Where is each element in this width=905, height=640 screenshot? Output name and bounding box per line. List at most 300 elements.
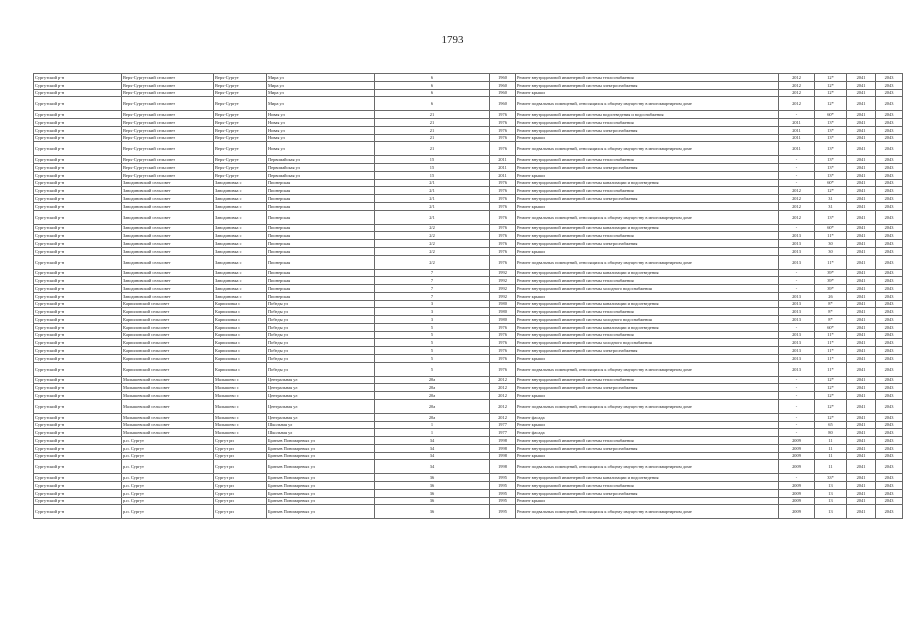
cell-district: Сургутский р-н: [34, 392, 122, 400]
cell-plan-start: 2041: [847, 89, 876, 97]
cell-plan-start: 2041: [847, 74, 876, 82]
cell-street: Центральная ул: [267, 399, 375, 413]
cell-plan-end: 2043: [876, 81, 903, 89]
cell-plan-start: 2041: [847, 392, 876, 400]
cell-year: 1992: [490, 285, 516, 293]
cell-street: Братьев Пономаревых ул: [267, 460, 375, 474]
cell-plan-end: 2043: [876, 210, 903, 224]
cell-plan-end: 2043: [876, 142, 903, 156]
cell-year: 1995: [490, 474, 516, 482]
cell-work-type: Ремонт фасада: [516, 413, 779, 421]
cell-wear: 60*: [815, 179, 847, 187]
cell-work-type: Ремонт внутридомовой инженерной системы холодного водоснабжения: [516, 316, 779, 324]
cell-work-type: Ремонт подвальных помещений, относящихся к общему имуществу в многоквартирном доме: [516, 97, 779, 111]
cell-wear: 13*: [815, 142, 847, 156]
cell-wear: 11: [815, 437, 847, 445]
cell-work-type: Ремонт внутридомовой инженерной системы электроснабжения: [516, 81, 779, 89]
cell-district: Сургутский р-н: [34, 292, 122, 300]
cell-last-repair-year: 2013: [779, 232, 815, 240]
table-row: [34, 452, 903, 460]
cell-wear: 39*: [815, 277, 847, 285]
cell-street: Победы ул: [267, 316, 375, 324]
table-row: [34, 202, 903, 210]
cell-locality: Заводиновка с: [214, 247, 267, 255]
cell-district: Сургутский р-н: [34, 489, 122, 497]
repair-schedule-table: [33, 73, 903, 519]
cell-last-repair-year: -: [779, 421, 815, 429]
cell-settlement: Малышевский сельсовет: [122, 384, 214, 392]
cell-settlement: Заводиновский сельсовет: [122, 269, 214, 277]
cell-house-number: 36: [375, 489, 490, 497]
cell-wear: 13*: [815, 126, 847, 134]
page-number: 1793: [441, 34, 464, 46]
cell-locality: Карпиловка с: [214, 339, 267, 347]
cell-street: Новая ул: [267, 111, 375, 119]
cell-work-type: Ремонт внутридомовой инженерной системы теплоснабжения: [516, 232, 779, 240]
cell-work-type: Ремонт внутридомовой инженерной системы канализации и водоотведения: [516, 300, 779, 308]
cell-plan-start: 2041: [847, 292, 876, 300]
cell-year: 1976: [490, 224, 516, 232]
cell-locality: Малышево с: [214, 429, 267, 437]
cell-year: 1976: [490, 202, 516, 210]
cell-year: 1960: [490, 74, 516, 82]
cell-plan-end: 2043: [876, 474, 903, 482]
cell-street: Победы ул: [267, 339, 375, 347]
cell-plan-end: 2043: [876, 240, 903, 248]
table-row: [34, 460, 903, 474]
cell-locality: Сургут рп: [214, 474, 267, 482]
cell-plan-end: 2043: [876, 134, 903, 142]
cell-settlement: Заводиновский сельсовет: [122, 202, 214, 210]
table-row: [34, 142, 903, 156]
cell-wear: 11: [815, 444, 847, 452]
cell-work-type: Ремонт внутридомовой инженерной системы теплоснабжения: [516, 331, 779, 339]
cell-work-type: Ремонт крыши: [516, 202, 779, 210]
cell-plan-end: 2043: [876, 195, 903, 203]
cell-district: Сургутский р-н: [34, 126, 122, 134]
cell-locality: Заводиновка с: [214, 240, 267, 248]
cell-district: Сургутский р-н: [34, 300, 122, 308]
cell-wear: 12*: [815, 392, 847, 400]
cell-locality: Сургут рп: [214, 452, 267, 460]
cell-street: Первомайская ул: [267, 164, 375, 172]
cell-district: Сургутский р-н: [34, 347, 122, 355]
table-row: [34, 474, 903, 482]
cell-settlement: Верх-Сургутский сельсовет: [122, 164, 214, 172]
cell-year: 2012: [490, 376, 516, 384]
cell-locality: Сургут рп: [214, 482, 267, 490]
cell-house-number: 34: [375, 437, 490, 445]
cell-house-number: 6: [375, 97, 490, 111]
cell-house-number: 3: [375, 316, 490, 324]
cell-wear: 33*: [815, 474, 847, 482]
table-row: [34, 308, 903, 316]
cell-last-repair-year: 2009: [779, 444, 815, 452]
cell-locality: Карпиловка с: [214, 316, 267, 324]
cell-house-number: 7: [375, 285, 490, 293]
table-row: [34, 126, 903, 134]
cell-district: Сургутский р-н: [34, 376, 122, 384]
cell-plan-end: 2043: [876, 232, 903, 240]
cell-work-type: Ремонт внутридомовой инженерной системы водоотведения и водоснабжения: [516, 111, 779, 119]
cell-house-number: 36: [375, 474, 490, 482]
cell-wear: 60*: [815, 111, 847, 119]
cell-settlement: Заводиновский сельсовет: [122, 179, 214, 187]
cell-year: 1976: [490, 354, 516, 362]
cell-wear: 13*: [815, 171, 847, 179]
table-row: [34, 497, 903, 505]
table-row: [34, 277, 903, 285]
cell-house-number: 6: [375, 74, 490, 82]
cell-work-type: Ремонт подвальных помещений, относящихся к общему имуществу в многоквартирном доме: [516, 460, 779, 474]
cell-wear: 8*: [815, 300, 847, 308]
cell-house-number: 20а: [375, 413, 490, 421]
cell-year: 1976: [490, 362, 516, 376]
cell-street: Мира ул: [267, 74, 375, 82]
cell-locality: Малышево с: [214, 376, 267, 384]
cell-locality: Малышево с: [214, 421, 267, 429]
cell-wear: 11*: [815, 331, 847, 339]
cell-locality: Заводиновка с: [214, 202, 267, 210]
cell-house-number: 2/2: [375, 247, 490, 255]
cell-street: Центральная ул: [267, 413, 375, 421]
cell-wear: 13: [815, 489, 847, 497]
cell-street: Центральная ул: [267, 392, 375, 400]
cell-plan-start: 2041: [847, 119, 876, 127]
cell-year: 1977: [490, 429, 516, 437]
cell-plan-end: 2043: [876, 437, 903, 445]
cell-house-number: 20а: [375, 384, 490, 392]
table-row: [34, 164, 903, 172]
cell-plan-start: 2041: [847, 444, 876, 452]
cell-work-type: Ремонт подвальных помещений, относящихся к общему имуществу в многоквартирном доме: [516, 505, 779, 519]
cell-year: 1998: [490, 460, 516, 474]
cell-house-number: 2/1: [375, 195, 490, 203]
cell-plan-end: 2043: [876, 164, 903, 172]
cell-district: Сургутский р-н: [34, 134, 122, 142]
cell-street: Центральная ул: [267, 384, 375, 392]
cell-house-number: 5: [375, 331, 490, 339]
cell-district: Сургутский р-н: [34, 81, 122, 89]
cell-house-number: 5: [375, 347, 490, 355]
cell-year: 1992: [490, 292, 516, 300]
cell-settlement: Карпиловский сельсовет: [122, 300, 214, 308]
cell-plan-start: 2041: [847, 134, 876, 142]
cell-district: Сургутский р-н: [34, 202, 122, 210]
cell-locality: Заводиновка с: [214, 210, 267, 224]
table-row: [34, 323, 903, 331]
cell-district: Сургутский р-н: [34, 164, 122, 172]
cell-plan-start: 2041: [847, 255, 876, 269]
cell-plan-start: 2041: [847, 232, 876, 240]
cell-wear: 11*: [815, 255, 847, 269]
cell-district: Сургутский р-н: [34, 97, 122, 111]
table-row: [34, 444, 903, 452]
cell-locality: Малышево с: [214, 413, 267, 421]
cell-work-type: Ремонт крыши: [516, 421, 779, 429]
cell-locality: Карпиловка с: [214, 362, 267, 376]
cell-year: 1980: [490, 316, 516, 324]
cell-work-type: Ремонт фасада: [516, 429, 779, 437]
cell-wear: 13*: [815, 156, 847, 164]
cell-locality: Малышево с: [214, 392, 267, 400]
cell-work-type: Ремонт крыши: [516, 292, 779, 300]
cell-settlement: Верх-Сургутский сельсовет: [122, 74, 214, 82]
cell-district: Сургутский р-н: [34, 119, 122, 127]
cell-district: Сургутский р-н: [34, 171, 122, 179]
cell-house-number: 15: [375, 156, 490, 164]
cell-locality: Карпиловка с: [214, 347, 267, 355]
cell-wear: 13: [815, 505, 847, 519]
cell-plan-end: 2043: [876, 444, 903, 452]
cell-settlement: р.п. Сургут: [122, 474, 214, 482]
cell-street: Пионерская: [267, 210, 375, 224]
cell-house-number: 3: [375, 300, 490, 308]
cell-district: Сургутский р-н: [34, 339, 122, 347]
cell-street: Победы ул: [267, 331, 375, 339]
cell-street: Пионерская: [267, 202, 375, 210]
cell-settlement: Верх-Сургутский сельсовет: [122, 134, 214, 142]
cell-plan-end: 2043: [876, 399, 903, 413]
table-row: [34, 97, 903, 111]
cell-settlement: Заводиновский сельсовет: [122, 292, 214, 300]
cell-locality: Заводиновка с: [214, 224, 267, 232]
table-row: [34, 413, 903, 421]
table-row: [34, 224, 903, 232]
cell-district: Сургутский р-н: [34, 195, 122, 203]
cell-work-type: Ремонт крыши: [516, 452, 779, 460]
cell-settlement: Заводиновский сельсовет: [122, 255, 214, 269]
table-row: [34, 195, 903, 203]
cell-plan-start: 2041: [847, 81, 876, 89]
cell-district: Сургутский р-н: [34, 413, 122, 421]
cell-plan-end: 2043: [876, 156, 903, 164]
cell-street: Школьная ул: [267, 421, 375, 429]
cell-wear: 65: [815, 421, 847, 429]
cell-street: Пионерская: [267, 179, 375, 187]
cell-plan-start: 2041: [847, 97, 876, 111]
cell-year: 1976: [490, 323, 516, 331]
cell-district: Сургутский р-н: [34, 111, 122, 119]
cell-last-repair-year: -: [779, 323, 815, 331]
cell-plan-start: 2041: [847, 210, 876, 224]
cell-wear: 11: [815, 452, 847, 460]
cell-year: 2012: [490, 384, 516, 392]
cell-plan-end: 2043: [876, 171, 903, 179]
table-row: [34, 331, 903, 339]
cell-year: 1976: [490, 331, 516, 339]
cell-last-repair-year: 2013: [779, 255, 815, 269]
cell-locality: Верх-Сургут: [214, 134, 267, 142]
cell-locality: Сургут рп: [214, 444, 267, 452]
cell-locality: Верх-Сургут: [214, 119, 267, 127]
cell-plan-start: 2041: [847, 187, 876, 195]
cell-wear: 60*: [815, 224, 847, 232]
table-row: [34, 421, 903, 429]
cell-street: Победы ул: [267, 323, 375, 331]
cell-year: 2011: [490, 156, 516, 164]
cell-house-number: 2/2: [375, 240, 490, 248]
cell-district: Сургутский р-н: [34, 269, 122, 277]
cell-plan-start: 2041: [847, 308, 876, 316]
cell-wear: 60*: [815, 323, 847, 331]
cell-plan-start: 2041: [847, 269, 876, 277]
cell-plan-start: 2041: [847, 179, 876, 187]
cell-last-repair-year: 2013: [779, 347, 815, 355]
cell-work-type: Ремонт крыши: [516, 247, 779, 255]
cell-street: Победы ул: [267, 354, 375, 362]
table-row: [34, 376, 903, 384]
cell-street: Братьев Пономаревых ул: [267, 497, 375, 505]
table-row: [34, 247, 903, 255]
cell-plan-end: 2043: [876, 97, 903, 111]
cell-street: Пионерская: [267, 285, 375, 293]
cell-last-repair-year: -: [779, 277, 815, 285]
cell-settlement: р.п. Сургут: [122, 437, 214, 445]
cell-house-number: 34: [375, 444, 490, 452]
cell-last-repair-year: 2013: [779, 362, 815, 376]
cell-locality: Верх-Сургут: [214, 142, 267, 156]
cell-district: Сургутский р-н: [34, 437, 122, 445]
cell-district: Сургутский р-н: [34, 482, 122, 490]
cell-work-type: Ремонт внутридомовой инженерной системы электроснабжения: [516, 384, 779, 392]
cell-plan-end: 2043: [876, 339, 903, 347]
cell-plan-end: 2043: [876, 505, 903, 519]
cell-locality: Сургут рп: [214, 437, 267, 445]
cell-plan-start: 2041: [847, 354, 876, 362]
cell-street: Пионерская: [267, 240, 375, 248]
cell-wear: 12*: [815, 399, 847, 413]
cell-settlement: р.п. Сургут: [122, 497, 214, 505]
cell-settlement: р.п. Сургут: [122, 505, 214, 519]
cell-settlement: р.п. Сургут: [122, 489, 214, 497]
cell-plan-end: 2043: [876, 285, 903, 293]
cell-last-repair-year: 2013: [779, 354, 815, 362]
cell-street: Пионерская: [267, 292, 375, 300]
cell-street: Центральная ул: [267, 376, 375, 384]
cell-settlement: Малышевский сельсовет: [122, 413, 214, 421]
cell-work-type: Ремонт внутридомовой инженерной системы холодного водоснабжения: [516, 339, 779, 347]
cell-year: 2012: [490, 413, 516, 421]
cell-district: Сургутский р-н: [34, 421, 122, 429]
cell-house-number: 2/1: [375, 187, 490, 195]
cell-district: Сургутский р-н: [34, 452, 122, 460]
cell-locality: Сургут рп: [214, 460, 267, 474]
cell-last-repair-year: 2009: [779, 497, 815, 505]
cell-settlement: Верх-Сургутский сельсовет: [122, 126, 214, 134]
cell-locality: Верх-Сургут: [214, 171, 267, 179]
cell-work-type: Ремонт крыши: [516, 497, 779, 505]
cell-last-repair-year: 2009: [779, 452, 815, 460]
cell-wear: 11*: [815, 347, 847, 355]
cell-street: Победы ул: [267, 362, 375, 376]
cell-work-type: Ремонт внутридомовой инженерной системы теплоснабжения: [516, 482, 779, 490]
cell-settlement: Заводиновский сельсовет: [122, 285, 214, 293]
cell-last-repair-year: 2013: [779, 247, 815, 255]
cell-street: Братьев Пономаревых ул: [267, 474, 375, 482]
cell-district: Сургутский р-н: [34, 255, 122, 269]
cell-year: 2012: [490, 399, 516, 413]
cell-work-type: Ремонт крыши: [516, 354, 779, 362]
table-row: [34, 347, 903, 355]
cell-work-type: Ремонт внутридомовой инженерной системы канализации и водоотведения: [516, 179, 779, 187]
table-row: [34, 482, 903, 490]
cell-district: Сургутский р-н: [34, 308, 122, 316]
cell-last-repair-year: 2009: [779, 482, 815, 490]
cell-street: Братьев Пономаревых ул: [267, 489, 375, 497]
cell-wear: 13*: [815, 210, 847, 224]
cell-last-repair-year: 2013: [779, 292, 815, 300]
cell-plan-start: 2041: [847, 331, 876, 339]
cell-year: 1976: [490, 187, 516, 195]
cell-plan-end: 2043: [876, 308, 903, 316]
cell-last-repair-year: 2012: [779, 74, 815, 82]
cell-locality: Заводиновка с: [214, 269, 267, 277]
cell-house-number: 2/2: [375, 232, 490, 240]
cell-work-type: Ремонт подвальных помещений, относящихся к общему имуществу в многоквартирном доме: [516, 142, 779, 156]
cell-wear: 31: [815, 202, 847, 210]
table-row: [34, 232, 903, 240]
table-row: [34, 437, 903, 445]
cell-settlement: Верх-Сургутский сельсовет: [122, 89, 214, 97]
cell-work-type: Ремонт внутридомовой инженерной системы теплоснабжения: [516, 119, 779, 127]
cell-wear: 12*: [815, 376, 847, 384]
cell-district: Сургутский р-н: [34, 179, 122, 187]
cell-year: 1976: [490, 195, 516, 203]
cell-street: Братьев Пономаревых ул: [267, 437, 375, 445]
cell-street: Братьев Пономаревых ул: [267, 452, 375, 460]
cell-settlement: Малышевский сельсовет: [122, 399, 214, 413]
cell-locality: Верх-Сургут: [214, 97, 267, 111]
table-row: [34, 300, 903, 308]
cell-street: Новая ул: [267, 142, 375, 156]
cell-locality: Верх-Сургут: [214, 156, 267, 164]
cell-year: 1976: [490, 111, 516, 119]
cell-district: Сургутский р-н: [34, 362, 122, 376]
cell-settlement: Карпиловский сельсовет: [122, 347, 214, 355]
cell-year: 1995: [490, 497, 516, 505]
cell-district: Сургутский р-н: [34, 384, 122, 392]
cell-year: 2011: [490, 164, 516, 172]
table-row: [34, 156, 903, 164]
cell-plan-start: 2041: [847, 505, 876, 519]
cell-plan-end: 2043: [876, 489, 903, 497]
cell-work-type: Ремонт внутридомовой инженерной системы теплоснабжения: [516, 74, 779, 82]
cell-locality: Заводиновка с: [214, 255, 267, 269]
cell-wear: 11*: [815, 354, 847, 362]
table-row: [34, 171, 903, 179]
cell-district: Сургутский р-н: [34, 89, 122, 97]
cell-wear: 13*: [815, 164, 847, 172]
cell-street: Пионерская: [267, 277, 375, 285]
cell-work-type: Ремонт крыши: [516, 134, 779, 142]
cell-locality: Заводиновка с: [214, 285, 267, 293]
cell-year: 1976: [490, 126, 516, 134]
cell-year: 1976: [490, 240, 516, 248]
cell-work-type: Ремонт внутридомовой инженерной системы канализации и водоотведения: [516, 269, 779, 277]
cell-locality: Малышево с: [214, 384, 267, 392]
cell-district: Сургутский р-н: [34, 187, 122, 195]
cell-plan-end: 2043: [876, 247, 903, 255]
cell-wear: 26: [815, 292, 847, 300]
cell-district: Сургутский р-н: [34, 399, 122, 413]
cell-year: 1992: [490, 277, 516, 285]
cell-street: Братьев Пономаревых ул: [267, 444, 375, 452]
cell-plan-start: 2041: [847, 347, 876, 355]
cell-locality: Верх-Сургут: [214, 126, 267, 134]
cell-work-type: Ремонт внутридомовой инженерной системы теплоснабжения: [516, 156, 779, 164]
cell-house-number: 36: [375, 497, 490, 505]
